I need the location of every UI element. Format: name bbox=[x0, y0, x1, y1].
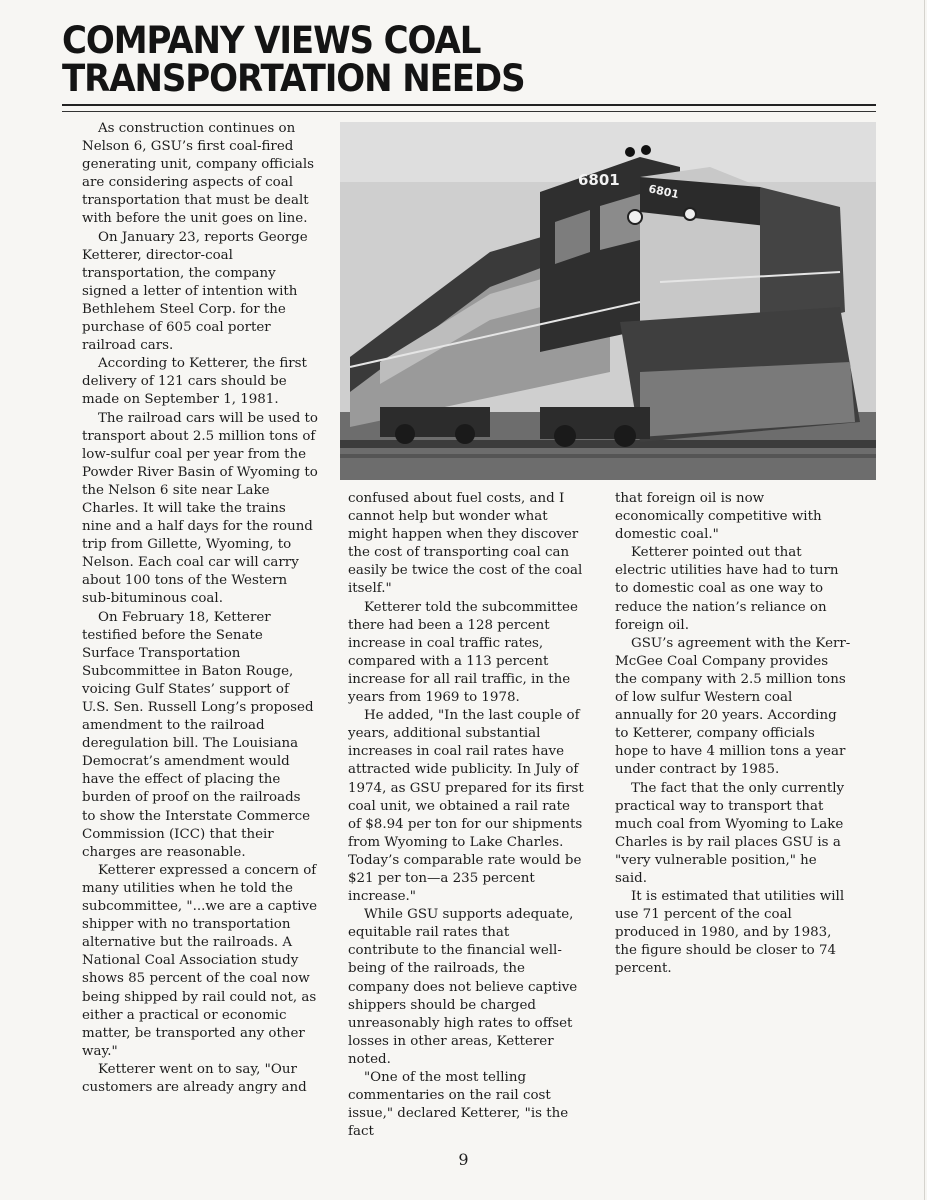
scan-edge bbox=[924, 0, 925, 1200]
paragraph: He added, "In the last couple of years, additional substantial increases in coal rail rates have attracted wide publicity. In July of 1974, as GSU prepared for its first coal unit, we obtained a rail rate of $8.94 per ton for our shipments from Wyoming to Lake Charles. Today’s comparable rate would be $21 per ton—a 235 percent increase." bbox=[348, 708, 584, 905]
paragraph: Ketterer pointed out that electric utilities have had to turn to domestic coal as one way to reduce the nation’s reliance on foreign oil. bbox=[615, 545, 839, 633]
locomotive-illustration bbox=[340, 122, 876, 480]
paragraph: The fact that the only currently practical way to transport that much coal from Wyoming to Lake Charles is by rail places GSU is a "very vulnerable position," he said. bbox=[615, 780, 845, 886]
paragraph: GSU’s agreement with the Kerr-McGee Coal Company provides the company with 2.5 million tons of low sulfur Western coal annually for 20 years. According to Ketterer, company officials hope to have 4 million tons a year under contract by 1985. bbox=[615, 635, 851, 778]
title-rule-thin bbox=[62, 111, 876, 112]
cab-number-text: 6801 bbox=[578, 171, 620, 189]
paragraph: Ketterer told the subcommittee there had been a 128 percent increase in coal traffic rates, compared with a 113 percent increase for all rail traffic, in the years from 1969 to 1978. bbox=[348, 599, 578, 706]
page-number: 9 bbox=[458, 1150, 469, 1169]
paragraph: "One of the most telling commentaries on the rail cost issue," declared Ketterer, "is the fact bbox=[348, 1070, 569, 1140]
locomotive-photo bbox=[340, 122, 876, 480]
paragraph: On January 23, reports George Ketterer, director-coal transportation, the company signed a letter of intention with Bethlehem Steel Corp. for the purchase of 605 coal porter railroad cars. bbox=[82, 229, 308, 354]
paragraph: Ketterer went on to say, "Our customers are already angry and bbox=[82, 1061, 307, 1095]
title-rule-thick bbox=[62, 104, 876, 106]
headline-line-2: TRANSPORTATION NEEDS bbox=[62, 57, 525, 100]
article-column-2 bbox=[348, 490, 584, 1141]
paragraph: Ketterer expressed a concern of many utilities when he told the subcommittee, "...we are a captive shipper with no transportation alternative but the railroads. A National Coal Association study shows 85 percent of the coal now being shipped by rail could not, as either a practical or economic matter, be transported any other way." bbox=[82, 862, 318, 1059]
paragraph: On February 18, Ketterer testified before the Senate Surface Transportation Subcommittee in Baton Rouge, voicing Gulf States’ support of U.S. Sen. Russell Long’s proposed amendment to the railroad deregulation bill. The Louisiana Democrat’s amendment would have the effect of placing the burden of proof on the railroads to show the Interstate Commerce Commission (ICC) that their charges are reasonable. bbox=[82, 609, 314, 860]
paragraph: that foreign oil is now economically competitive with domestic coal." bbox=[615, 491, 822, 543]
nose-number-text: 6801 bbox=[647, 182, 681, 202]
headline bbox=[62, 19, 632, 100]
paragraph: The railroad cars will be used to transport about 2.5 million tons of low-sulfur coal per year from the Powder River Basin of Wyoming to the Nelson 6 site near Lake Charles. It will take the trains nine and a half days for the round trip from Gillette, Wyoming, to Nelson. Each coal car will carry about 100 tons of the Western sub-bituminous coal. bbox=[82, 410, 318, 607]
article-column-1 bbox=[82, 120, 318, 1097]
headline-line-1: COMPANY VIEWS COAL bbox=[62, 19, 481, 62]
article-column-3 bbox=[615, 490, 851, 979]
paragraph: confused about fuel costs, and I cannot help but wonder what might happen when they discover the cost of transporting coal can easily be twice the cost of the coal itself." bbox=[348, 491, 583, 597]
paragraph: It is estimated that utilities will use 71 percent of the coal produced in 1980, and by 1983, the figure should be closer to 74 percent. bbox=[615, 889, 845, 977]
paragraph: While GSU supports adequate, equitable rail rates that contribute to the financial well-being of the railroads, the company does not believe captive shippers should be charged unreasonably high rates to offset losses in other areas, Ketterer noted. bbox=[348, 907, 578, 1067]
paragraph: According to Ketterer, the first delivery of 121 cars should be made on September 1, 1981. bbox=[82, 356, 307, 408]
paragraph: As construction continues on Nelson 6, GSU’s first coal-fired generating unit, company officials are considering aspects of coal transportation that must be dealt with before the unit goes on line. bbox=[82, 121, 315, 227]
